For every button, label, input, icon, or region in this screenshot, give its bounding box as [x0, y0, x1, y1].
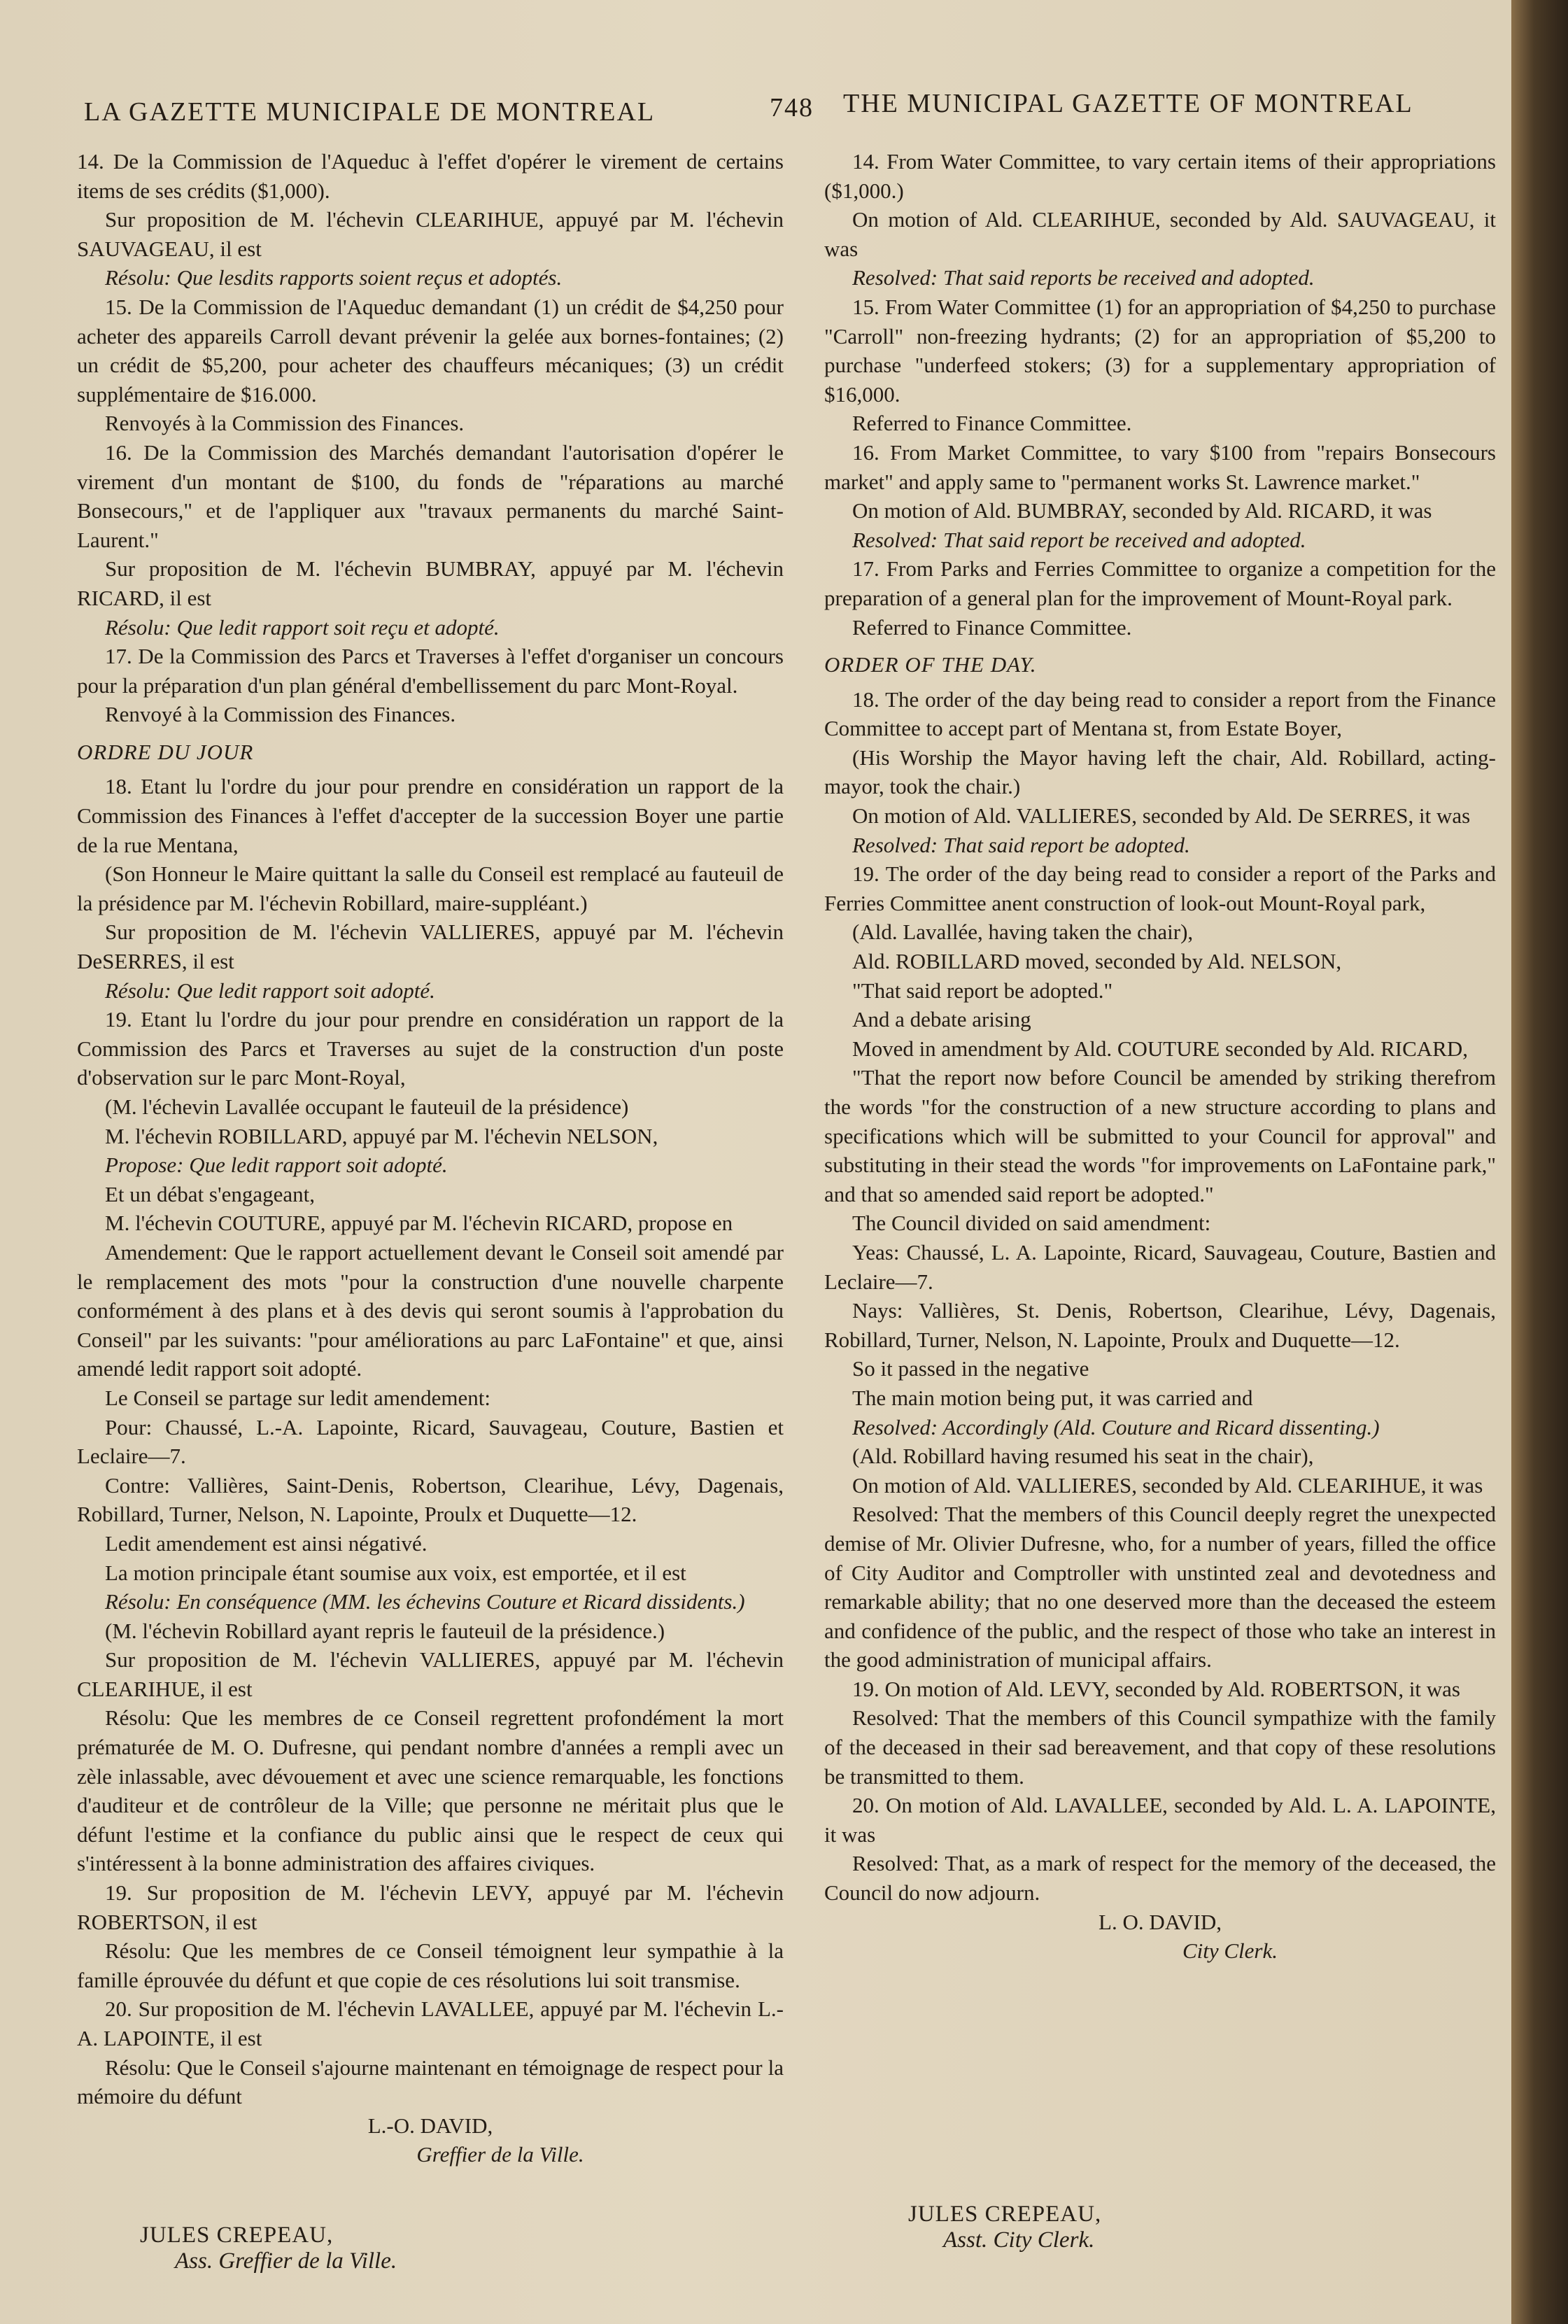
fr-main-motion: La motion principale étant soumise aux voix, est emportée, et il est: [105, 1560, 686, 1585]
en-vote-nays: Nays: Vallières, St. Denis, Robertson, Clearihue, Lévy, Dagenais, Robillard, Turner, Nelson, N. Lapointe, Proulx and Duquette—12.: [824, 1298, 1496, 1352]
fr-item-18: 18. Etant lu l'ordre du jour pour prendre en considération un rapport de la Commission des Finances à l'effet d'accepter de la succession Boyer une partie de la rue Mentana,: [77, 774, 784, 857]
en-resolution: Resolved: That the members of this Council deeply regret the unexpected demise of Mr. Olivier Dufresne, who, for a number of years, filled the office of City Auditor and Comptroller with unstinted zeal and devotedness and remarkable ability; that no one deserved more than the deceased the esteem and confidence of the public, and the respect of those who take an interest in the good administration of municipal affairs.: [824, 1502, 1496, 1672]
fr-signature-name: L.-O. DAVID,: [367, 2113, 493, 2138]
en-motion: On motion of Ald. BUMBRAY, seconded by Ald. RICARD, it was: [852, 498, 1432, 523]
fr-motion: M. l'échevin COUTURE, appuyé par M. l'échevin RICARD, propose en: [105, 1211, 733, 1236]
en-note: (His Worship the Mayor having left the chair, Ald. Robillard, acting-mayor, took the chair.): [824, 745, 1496, 799]
en-item-19: 19. The order of the day being read to consider a report of the Parks and Ferries Committee anent construction of look-out Mount-Royal park,: [824, 861, 1496, 915]
fr-motion: Sur proposition de M. l'échevin CLEARIHUE, appuyé par M. l'échevin SAUVAGEAU, il est: [77, 207, 784, 261]
fr-item-14: 14. De la Commission de l'Aqueduc à l'effet d'opérer le virement de certains items de ses crédits ($1,000).: [77, 149, 784, 203]
book-spine: [1511, 0, 1568, 2324]
en-item-18: 18. The order of the day being read to consider a report from the Finance Committee to accept part of Mentana st, from Estate Boyer,: [824, 686, 1496, 741]
fr-item-15: 15. De la Commission de l'Aqueduc demandant (1) un crédit de $4,250 pour acheter des appareils Carroll devant prévenir la gelée aux bornes-fontaines; (2) un crédit de $5,200, pour acheter des chauffeurs mécaniques; (3) un crédit supplémentaire de $16.000.: [77, 294, 784, 407]
fr-resolution: Résolu: Que les membres de ce Conseil témoignent leur sympathie à la famille éprouvée du défunt et que copie de ces résolutions lui soit transmise.: [77, 1938, 784, 1992]
fr-section-heading: ORDRE DU JOUR: [77, 739, 254, 764]
en-resolution: Resolved: That said report be received and adopted.: [852, 527, 1306, 552]
fr-motion: Sur proposition de M. l'échevin VALLIERES, appuyé par M. l'échevin DeSERRES, il est: [77, 920, 784, 974]
en-motion: On motion of Ald. VALLIERES, seconded by Ald. CLEARIHUE, it was: [852, 1472, 1483, 1498]
en-main-motion: The main motion being put, it was carried and: [852, 1385, 1253, 1410]
en-item-16: 16. From Market Committee, to vary $100 from "repairs Bonsecours market" and apply same to "permanent works St. Lawrence market.": [824, 439, 1496, 494]
fr-referral: Renvoyé à la Commission des Finances.: [105, 702, 456, 727]
fr-assistant-name: JULES CREPEAU,: [140, 2223, 334, 2248]
header-english-title: THE MUNICIPAL GAZETTE OF MONTREAL: [843, 89, 1413, 118]
fr-resolution: Résolu: Que ledit rapport soit adopté.: [105, 978, 435, 1003]
fr-resolution: Résolu: En conséquence (MM. les échevins Couture et Ricard dissidents.): [105, 1589, 745, 1614]
fr-resolution: Résolu: Que lesdits rapports soient reçus et adoptés.: [105, 265, 563, 290]
fr-item-19b: 19. Sur proposition de M. l'échevin LEVY, appuyé par M. l'échevin ROBERTSON, il est: [77, 1880, 784, 1934]
en-proposal: "That said report be adopted.": [852, 978, 1113, 1003]
en-assistant-clerk: [908, 2202, 1101, 2253]
en-resolution: Resolved: That said reports be received and adopted.: [852, 265, 1315, 290]
fr-item-16: 16. De la Commission des Marchés demandant l'autorisation d'opérer le virement d'un montant de $100, du fonds de "réparations au marché Bonsecours," et de l'appliquer aux "travaux permanents du marché Saint-Laurent.": [77, 439, 784, 552]
en-motion: On motion of Ald. VALLIERES, seconded by Ald. De SERRES, it was: [852, 803, 1471, 829]
en-motion: On motion of Ald. CLEARIHUE, seconded by Ald. SAUVAGEAU, it was: [824, 207, 1496, 261]
en-item-17: 17. From Parks and Ferries Committee to organize a competition for the preparation of a general plan for the improvement of Mount-Royal park.: [824, 556, 1496, 610]
en-referral: Referred to Finance Committee.: [852, 614, 1132, 640]
fr-amendment: Amendement: Que le rapport actuellement devant le Conseil soit amendé par le remplacement des mots "pour la construction d'une nouvelle charpente conformément à des plans et à des devis qui seront soumis à l'approbation du Conseil" par les suivants: "pour améliorations au parc LaFontaine" et que, ainsi amendé ledit rapport soit adopté.: [77, 1239, 784, 1381]
en-referral: Referred to Finance Committee.: [852, 411, 1132, 436]
fr-note: (M. l'échevin Lavallée occupant le fauteuil de la présidence): [105, 1094, 629, 1119]
fr-item-19: 19. Etant lu l'ordre du jour pour prendre en considération un rapport de la Commission des Parcs et Traverses au sujet de la construction d'un poste d'observation sur le parc Mont-Royal,: [77, 1007, 784, 1090]
fr-item-17: 17. De la Commission des Parcs et Traverses à l'effet d'organiser un concours pour la préparation d'un plan général d'embellissement du parc Mont-Royal.: [77, 644, 784, 698]
fr-vote-against: Contre: Vallières, Saint-Denis, Robertson, Clearihue, Lévy, Dagenais, Robillard, Turner, Nelson, N. Lapointe, Proulx et Duquette—12.: [77, 1472, 784, 1527]
fr-proposal: Propose: Que ledit rapport soit adopté.: [105, 1153, 448, 1178]
fr-motion: M. l'échevin ROBILLARD, appuyé par M. l'échevin NELSON,: [105, 1123, 658, 1148]
french-column: [77, 147, 784, 2169]
en-item-20: 20. On motion of Ald. LAVALLEE, seconded by Ald. L. A. LAPOINTE, it was: [824, 1793, 1496, 1847]
fr-vote-intro: Le Conseil se partage sur ledit amendement:: [105, 1385, 490, 1410]
fr-note: (Son Honneur le Maire quittant la salle du Conseil est remplacé au fauteuil de la présidence par M. l'échevin Robillard, maire-suppléant.): [77, 861, 784, 915]
fr-debate: Et un débat s'engageant,: [105, 1181, 315, 1206]
en-signature-name: L. O. DAVID,: [1099, 1909, 1222, 1934]
en-item-15: 15. From Water Committee (1) for an appropriation of $4,250 to purchase "Carroll" non-freezing hydrants; (2) for an appropriation of $5,200 to purchase "underfeed stokers; (3) for a supplementary appropriation of $16,000.: [824, 294, 1496, 407]
en-vote-yeas: Yeas: Chaussé, L. A. Lapointe, Ricard, Sauvageau, Couture, Bastien and Leclaire—7.: [824, 1239, 1496, 1294]
en-note: (Ald. Lavallée, having taken the chair),: [852, 920, 1194, 945]
fr-resolution: Résolu: Que les membres de ce Conseil regrettent profondément la mort prématurée de M. O. Dufresne, qui pendant nombre d'années a rempli avec un zèle inlassable, avec dévouement et avec une science remarquable, les fonctions d'auditeur et de contrôleur de la Ville; que personne ne méritait plus que le défunt l'estime et la confiance du public ainsi que le respect de ceux qui s'intéressent à la bonne administration des affaires civiques.: [77, 1705, 784, 1876]
en-motion: Ald. ROBILLARD moved, seconded by Ald. NELSON,: [852, 949, 1342, 974]
fr-resolution: Résolu: Que le Conseil s'ajourne maintenant en témoignage de respect pour la mémoire du défunt: [77, 2055, 784, 2109]
fr-motion: Sur proposition de M. l'échevin BUMBRAY, appuyé par M. l'échevin RICARD, il est: [77, 556, 784, 610]
header-french-title: LA GAZETTE MUNICIPALE DE MONTREAL: [84, 97, 656, 127]
en-section-heading: ORDER OF THE DAY.: [824, 652, 1037, 677]
fr-referral: Renvoyés à la Commission des Finances.: [105, 411, 465, 436]
en-resolution: Resolved: That the members of this Council sympathize with the family of the deceased in their sad bereavement, and that copy of these resolutions be transmitted to them.: [824, 1705, 1496, 1789]
fr-note: (M. l'échevin Robillard ayant repris le fauteuil de la présidence.): [105, 1618, 665, 1643]
fr-assistant-clerk: [140, 2223, 397, 2274]
en-amendment-mover: Moved in amendment by Ald. COUTURE seconded by Ald. RICARD,: [852, 1036, 1468, 1061]
fr-resolution: Résolu: Que ledit rapport soit reçu et adopté.: [105, 614, 500, 640]
page-header: [84, 83, 1455, 132]
en-assistant-title: Asst. City Clerk.: [943, 2227, 1095, 2253]
fr-signature-title: Greffier de la Ville.: [416, 2142, 584, 2167]
fr-motion: Sur proposition de M. l'échevin VALLIERES, appuyé par M. l'échevin CLEARIHUE, il est: [77, 1647, 784, 1701]
fr-result: Ledit amendement est ainsi négativé.: [105, 1530, 428, 1556]
fr-vote-for: Pour: Chaussé, L.-A. Lapointe, Ricard, Sauvageau, Couture, Bastien et Leclaire—7.: [77, 1414, 784, 1469]
en-resolution: Resolved: Accordingly (Ald. Couture and Ricard dissenting.): [852, 1414, 1380, 1439]
en-debate: And a debate arising: [852, 1007, 1031, 1032]
fr-assistant-title: Ass. Greffier de la Ville.: [175, 2248, 397, 2274]
en-note: (Ald. Robillard having resumed his seat in the chair),: [852, 1444, 1314, 1469]
en-item-14: 14. From Water Committee, to vary certain items of their appropriations ($1,000.): [824, 149, 1496, 203]
english-column: [824, 147, 1496, 1966]
en-vote-intro: The Council divided on said amendment:: [852, 1211, 1211, 1236]
en-resolution: Resolved: That, as a mark of respect for the memory of the deceased, the Council do now adjourn.: [824, 1851, 1496, 1906]
en-result: So it passed in the negative: [852, 1356, 1089, 1381]
en-resolution: Resolved: That said report be adopted.: [852, 832, 1190, 857]
en-signature-title: City Clerk.: [1182, 1938, 1278, 1964]
en-amendment: "That the report now before Council be amended by striking therefrom the words "for the construction of a new structure according to plans and specifications which will be submitted to your Council for approval" and substituting in their stead the words "for improvements on LaFontaine park," and that so amended said report be adopted.": [824, 1065, 1496, 1206]
en-item-19b: 19. On motion of Ald. LEVY, seconded by Ald. ROBERTSON, it was: [852, 1676, 1460, 1701]
page-number: 748: [770, 93, 814, 122]
en-assistant-name: JULES CREPEAU,: [908, 2202, 1102, 2227]
fr-item-20: 20. Sur proposition de M. l'échevin LAVALLEE, appuyé par M. l'échevin L.-A. LAPOINTE, il est: [77, 1996, 784, 2050]
